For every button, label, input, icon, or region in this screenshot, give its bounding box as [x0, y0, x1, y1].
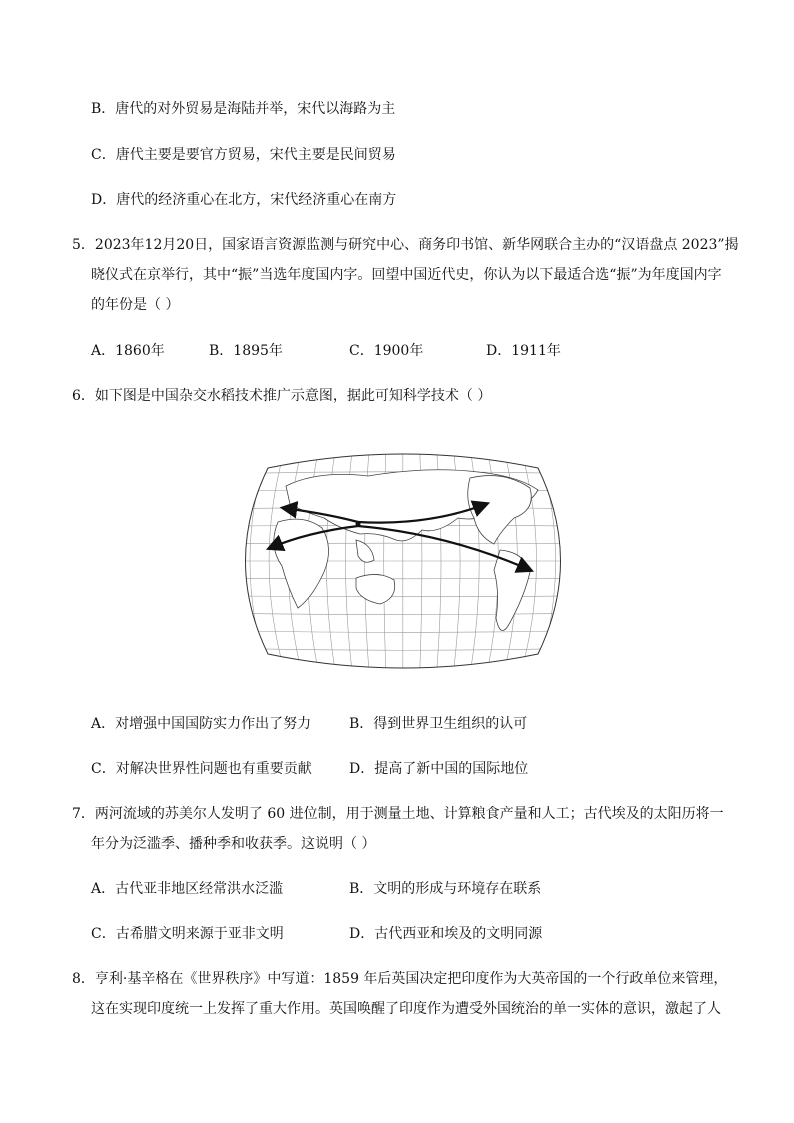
- world-map-figure: [238, 448, 568, 674]
- q4-option-c: C．唐代主要是要官方贸易，宋代主要是民间贸易: [91, 147, 396, 163]
- q5-stem-line3: 的年份是（ ）: [91, 297, 180, 313]
- q7-option-b: B．文明的形成与环境存在联系: [349, 881, 542, 897]
- q5-option-a: A．1860年: [91, 343, 165, 359]
- q5-option-d: D．1911年: [486, 343, 561, 359]
- map-graticule: [238, 448, 568, 674]
- q7-stem-line1: 7．两河流域的苏美尔人发明了 60 进位制，用于测量土地、计算粮食产量和人工；古代埃及的太阳历将一: [72, 806, 724, 822]
- q6-option-c: C．对解决世界性问题也有重要贡献: [91, 761, 312, 777]
- q7-stem-line2: 年分为泛滥季、播种季和收获季。这说明（ ）: [91, 836, 376, 852]
- q4-option-b: B．唐代的对外贸易是海陆并举，宋代以海路为主: [91, 101, 396, 117]
- q6-stem: 6．如下图是中国杂交水稻技术推广示意图，据此可知科学技术（ ）: [72, 388, 492, 404]
- q7-option-d: D．古代西亚和埃及的文明同源: [349, 926, 543, 942]
- q5-stem-line1: 5．2023年12月20日，国家语言资源监测与研究中心、商务印书馆、新华网联合主办的“汉语盘点 2023”揭: [72, 237, 739, 253]
- q5-option-c: C．1900年: [349, 343, 424, 359]
- china-origin-marker: [356, 522, 361, 527]
- north-america: [468, 476, 532, 544]
- q5-stem-line2: 晓仪式在京举行，其中“振”当选年度国内字。回望中国近代史，你认为以下最适合选“振”为年度国内字: [91, 267, 722, 283]
- q6-option-a: A．对增强中国国防实力作出了努力: [91, 716, 312, 732]
- q6-option-b: B．得到世界卫生组织的认可: [349, 716, 528, 732]
- q7-option-c: C．古希腊文明来源于亚非文明: [91, 926, 284, 942]
- q8-stem-line1: 8．亨利·基辛格在《世界秩序》中写道：1859 年后英国决定把印度作为大英帝国的一个行政单位来管理，: [72, 971, 728, 987]
- hybrid-rice-diffusion-map: [238, 448, 568, 674]
- q7-option-a: A．古代亚非地区经常洪水泛滥: [91, 881, 284, 897]
- q6-option-d: D．提高了新中国的国际地位: [349, 761, 529, 777]
- australia: [356, 574, 395, 604]
- q5-option-b: B．1895年: [209, 343, 283, 359]
- q8-stem-line2: 这在实现印度统一上发挥了重大作用。英国唤醒了印度作为遭受外国统治的单一实体的意识，激起了人: [91, 1001, 721, 1017]
- q4-option-d: D．唐代的经济重心在北方，宋代经济重心在南方: [91, 192, 397, 208]
